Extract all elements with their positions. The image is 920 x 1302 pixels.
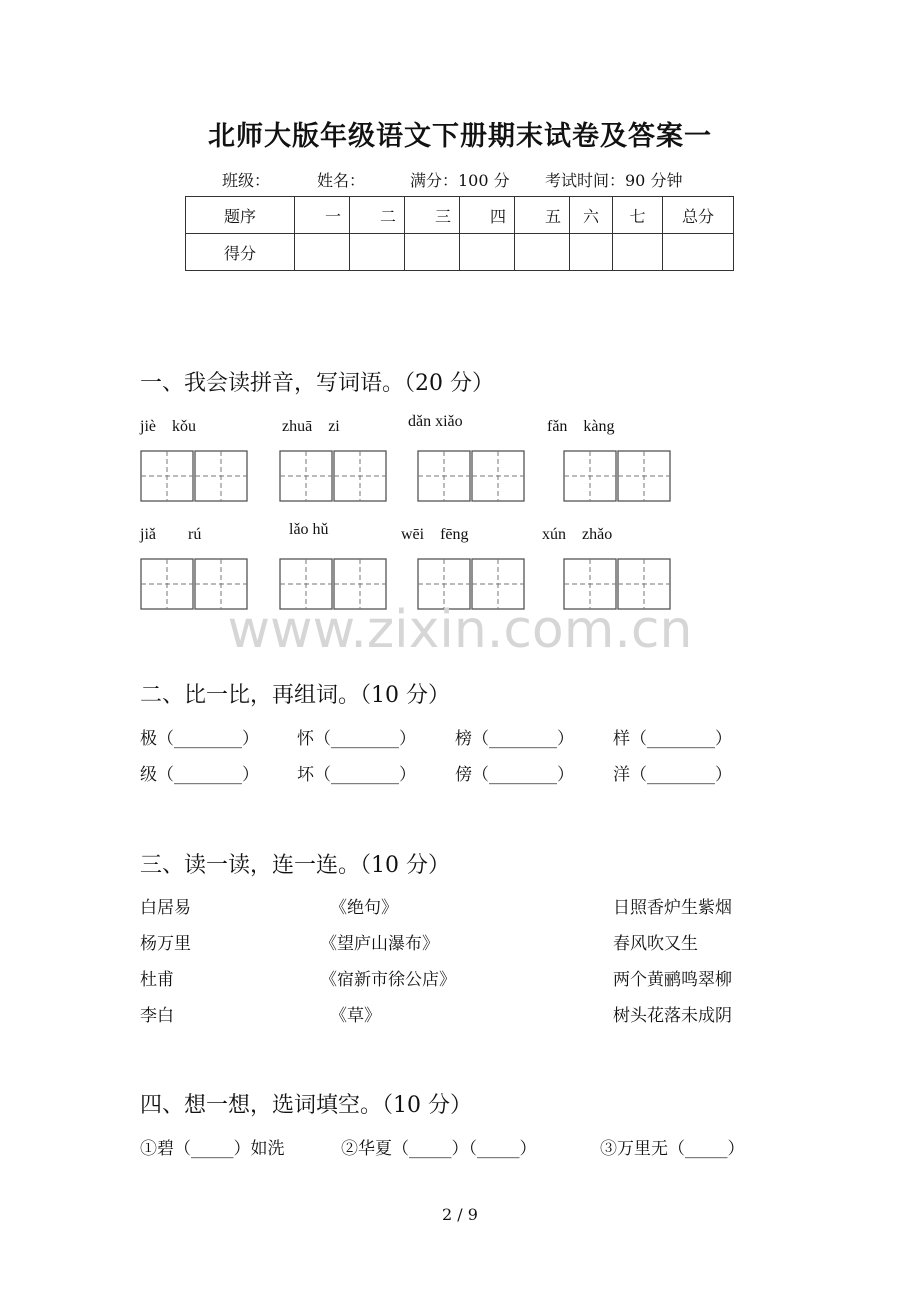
score-cell[interactable] xyxy=(570,234,613,271)
score-header-cell: 总分 xyxy=(663,197,734,234)
name-label: 姓名： xyxy=(317,171,366,190)
score-header-cell: 三 xyxy=(405,197,460,234)
tianzi-grid[interactable] xyxy=(140,450,248,502)
tianzi-grid[interactable] xyxy=(279,450,387,502)
fill-item[interactable]: ②华夏（_____）（_____） xyxy=(341,1139,537,1159)
pinyin-label: jiè kǒu xyxy=(140,418,196,435)
poem-item[interactable]: 《望庐山瀑布》 xyxy=(320,934,439,954)
pinyin-label: wēi fēng xyxy=(401,526,469,543)
pinyin-label: dǎn xiǎo xyxy=(408,413,463,430)
compare-item[interactable]: 极（________） xyxy=(140,729,259,749)
score-header-cell: 二 xyxy=(350,197,405,234)
poet-item[interactable]: 杜甫 xyxy=(140,970,174,990)
poem-line-item[interactable]: 日照香炉生紫烟 xyxy=(613,898,732,918)
full-score-label: 满分：100 分 xyxy=(410,171,510,190)
compare-item[interactable]: 榜（________） xyxy=(455,729,574,749)
tianzi-grid-drawing xyxy=(563,450,671,502)
score-header-cell: 七 xyxy=(613,197,663,234)
compare-item[interactable]: 傍（________） xyxy=(455,765,574,785)
compare-item[interactable]: 级（________） xyxy=(140,765,259,785)
score-row-label: 得分 xyxy=(186,234,295,271)
watermark: www.zixin.com.cn xyxy=(227,600,693,660)
score-header-cell: 四 xyxy=(460,197,515,234)
fill-item[interactable]: ③万里无（_____） xyxy=(600,1139,745,1159)
score-header-cell: 五 xyxy=(515,197,570,234)
compare-item[interactable]: 样（________） xyxy=(613,729,732,749)
poem-item[interactable]: 《草》 xyxy=(330,1006,381,1026)
poem-item[interactable]: 《宿新市徐公店》 xyxy=(320,970,456,990)
compare-item[interactable]: 坏（________） xyxy=(297,765,416,785)
score-cell[interactable] xyxy=(295,234,350,271)
score-cell[interactable] xyxy=(460,234,515,271)
pinyin-label: lǎo hǔ xyxy=(289,521,329,538)
section4-heading: 四、想一想，选词填空。（10 分） xyxy=(140,1093,472,1118)
score-cell[interactable] xyxy=(350,234,405,271)
poem-item[interactable]: 《绝句》 xyxy=(330,898,398,918)
score-cell[interactable] xyxy=(405,234,460,271)
section3-heading: 三、读一读，连一连。（10 分） xyxy=(140,853,450,878)
pinyin-label: fǎn kàng xyxy=(547,418,615,435)
score-cell[interactable] xyxy=(515,234,570,271)
page-title: 北师大版年级语文下册期末试卷及答案一 xyxy=(208,121,712,152)
tianzi-grid-drawing xyxy=(279,450,387,502)
score-cell[interactable] xyxy=(613,234,663,271)
score-header-cell: 题序 xyxy=(186,197,295,234)
score-header-cell: 一 xyxy=(295,197,350,234)
score-table-row xyxy=(186,234,734,271)
poem-line-item[interactable]: 春风吹又生 xyxy=(613,934,698,954)
section2-heading: 二、比一比，再组词。（10 分） xyxy=(140,683,450,708)
compare-item[interactable]: 洋（________） xyxy=(613,765,732,785)
poet-item[interactable]: 李白 xyxy=(140,1006,174,1026)
poet-item[interactable]: 白居易 xyxy=(140,898,191,918)
pinyin-label: xún zhǎo xyxy=(542,526,613,543)
poem-line-item[interactable]: 两个黄鹂鸣翠柳 xyxy=(613,970,732,990)
section1-heading: 一、我会读拼音，写词语。（20 分） xyxy=(140,371,494,396)
score-header-cell: 六 xyxy=(570,197,613,234)
score-cell[interactable] xyxy=(663,234,734,271)
tianzi-grid-drawing xyxy=(140,450,248,502)
compare-item[interactable]: 怀（________） xyxy=(297,729,416,749)
tianzi-grid-drawing xyxy=(417,450,525,502)
pinyin-label: zhuā zi xyxy=(282,418,340,435)
score-table-header-row xyxy=(186,197,734,234)
poet-item[interactable]: 杨万里 xyxy=(140,934,191,954)
score-table xyxy=(185,196,734,271)
poem-line-item[interactable]: 树头花落未成阴 xyxy=(613,1006,732,1026)
pinyin-label: jiǎ rú xyxy=(140,526,202,543)
tianzi-grid[interactable] xyxy=(417,450,525,502)
page-number: 2 / 9 xyxy=(442,1205,478,1224)
exam-time-label: 考试时间：90 分钟 xyxy=(545,171,683,190)
class-label: 班级： xyxy=(222,171,271,190)
tianzi-grid[interactable] xyxy=(563,450,671,502)
fill-item[interactable]: ①碧（_____）如洗 xyxy=(140,1139,285,1159)
